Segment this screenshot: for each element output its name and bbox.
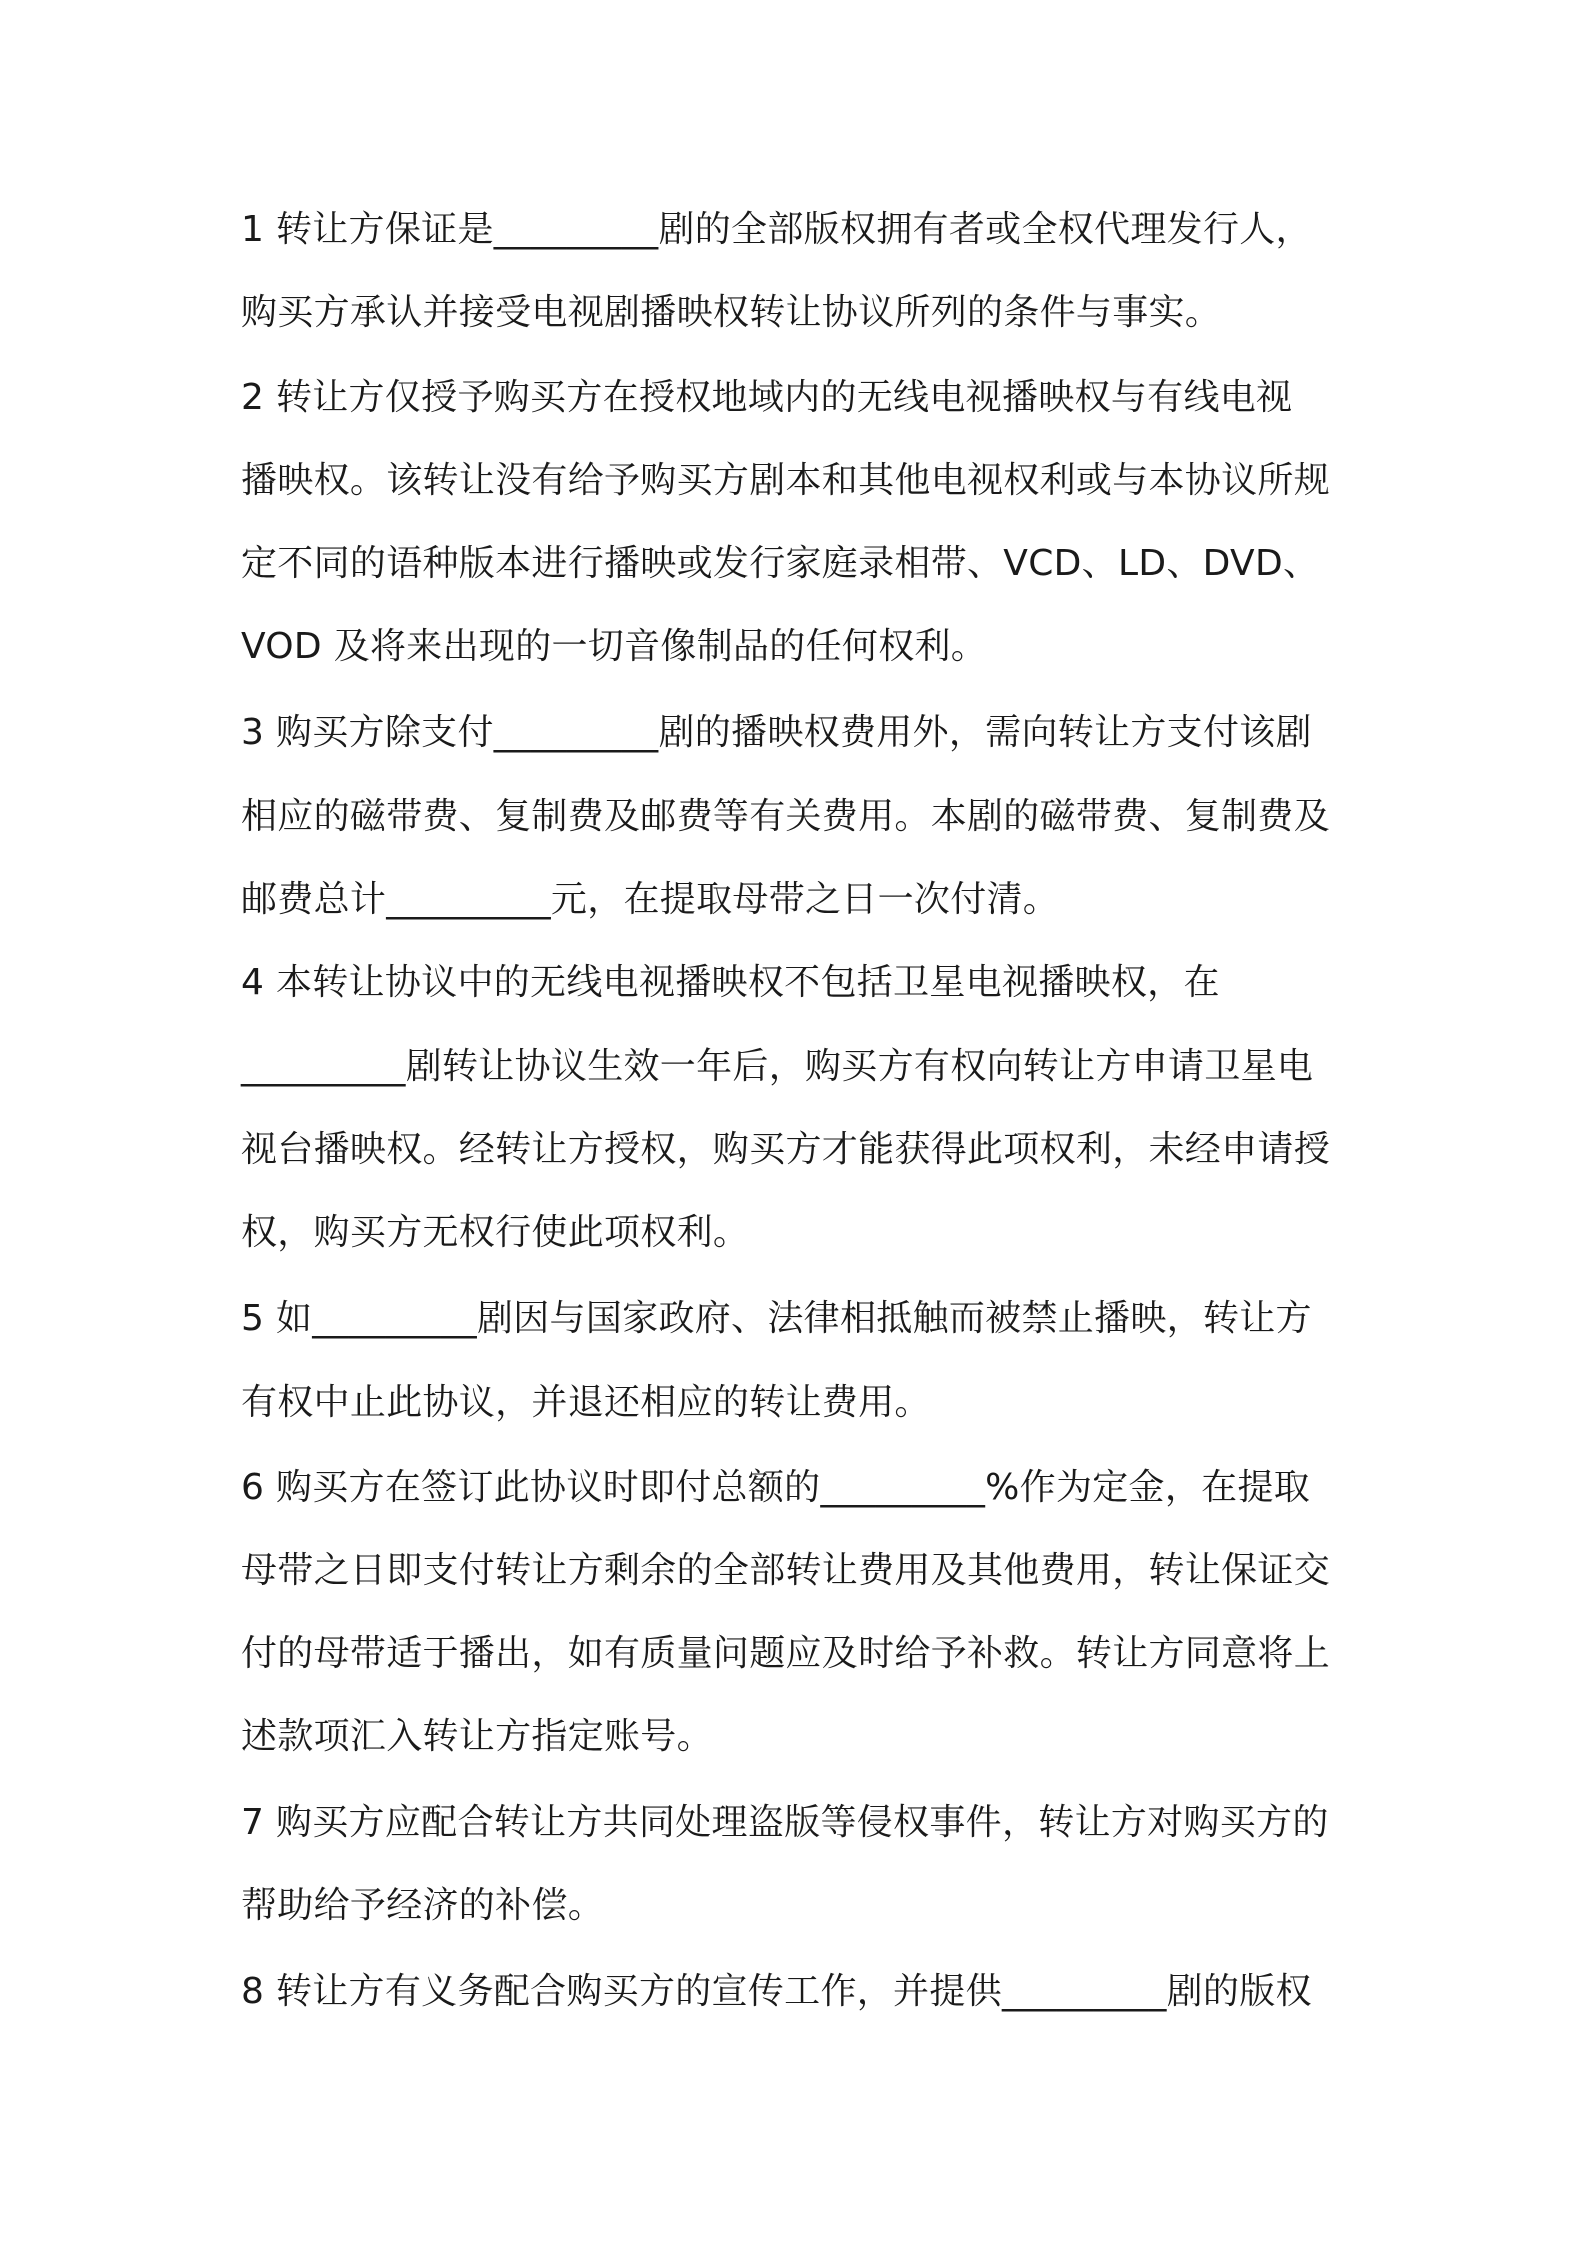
text-line: 3 购买方除支付_________剧的播映权费用外，需向转让方支付该剧 bbox=[241, 712, 1312, 753]
text-line: 8 转让方有义务配合购买方的宣传工作，并提供_________剧的版权 bbox=[241, 1971, 1312, 2012]
text-line: 7 购买方应配合转让方共同处理盗版等侵权事件，转让方对购买方的 bbox=[241, 1802, 1329, 1843]
text-line: VOD 及将来出现的一切音像制品的任何权利。 bbox=[241, 626, 988, 667]
text-line: 2 转让方仅授予购买方在授权地域内的无线电视播映权与有线电视 bbox=[241, 377, 1293, 418]
text-line: 付的母带适于播出，如有质量问题应及时给予补救。转让方同意将上 bbox=[241, 1633, 1331, 1674]
text-line: 相应的磁带费、复制费及邮费等有关费用。本剧的磁带费、复制费及 bbox=[241, 796, 1331, 837]
text-line: 述款项汇入转让方指定账号。 bbox=[241, 1716, 713, 1757]
text-line: 视台播映权。经转让方授权，购买方才能获得此项权利，未经申请授 bbox=[241, 1129, 1331, 1170]
text-line: 6 购买方在签订此协议时即付总额的_________%作为定金，在提取 bbox=[241, 1467, 1311, 1508]
text-line: 权，购买方无权行使此项权利。 bbox=[241, 1212, 750, 1253]
text-line: 4 本转让协议中的无线电视播映权不包括卫星电视播映权，在 bbox=[241, 962, 1220, 1003]
text-line: 定不同的语种版本进行播映或发行家庭录相带、VCD、LD、DVD、 bbox=[241, 543, 1320, 584]
text-line: 帮助给予经济的补偿。 bbox=[241, 1885, 605, 1926]
text-line: 购买方承认并接受电视剧播映权转让协议所列的条件与事实。 bbox=[241, 292, 1222, 333]
text-line: 母带之日即支付转让方剩余的全部转让费用及其他费用，转让保证交 bbox=[241, 1550, 1331, 1591]
text-line: 播映权。该转让没有给予购买方剧本和其他电视权利或与本协议所规 bbox=[241, 460, 1331, 501]
text-line: 有权中止此协议，并退还相应的转让费用。 bbox=[241, 1382, 931, 1423]
text-line: 邮费总计_________元，在提取母带之日一次付清。 bbox=[241, 879, 1060, 920]
text-line: _________剧转让协议生效一年后，购买方有权向转让方申请卫星电 bbox=[241, 1046, 1314, 1087]
text-line: 5 如_________剧因与国家政府、法律相抵触而被禁止播映，转让方 bbox=[241, 1298, 1312, 1339]
text-line: 1 转让方保证是_________剧的全部版权拥有者或全权代理发行人， bbox=[241, 209, 1312, 250]
